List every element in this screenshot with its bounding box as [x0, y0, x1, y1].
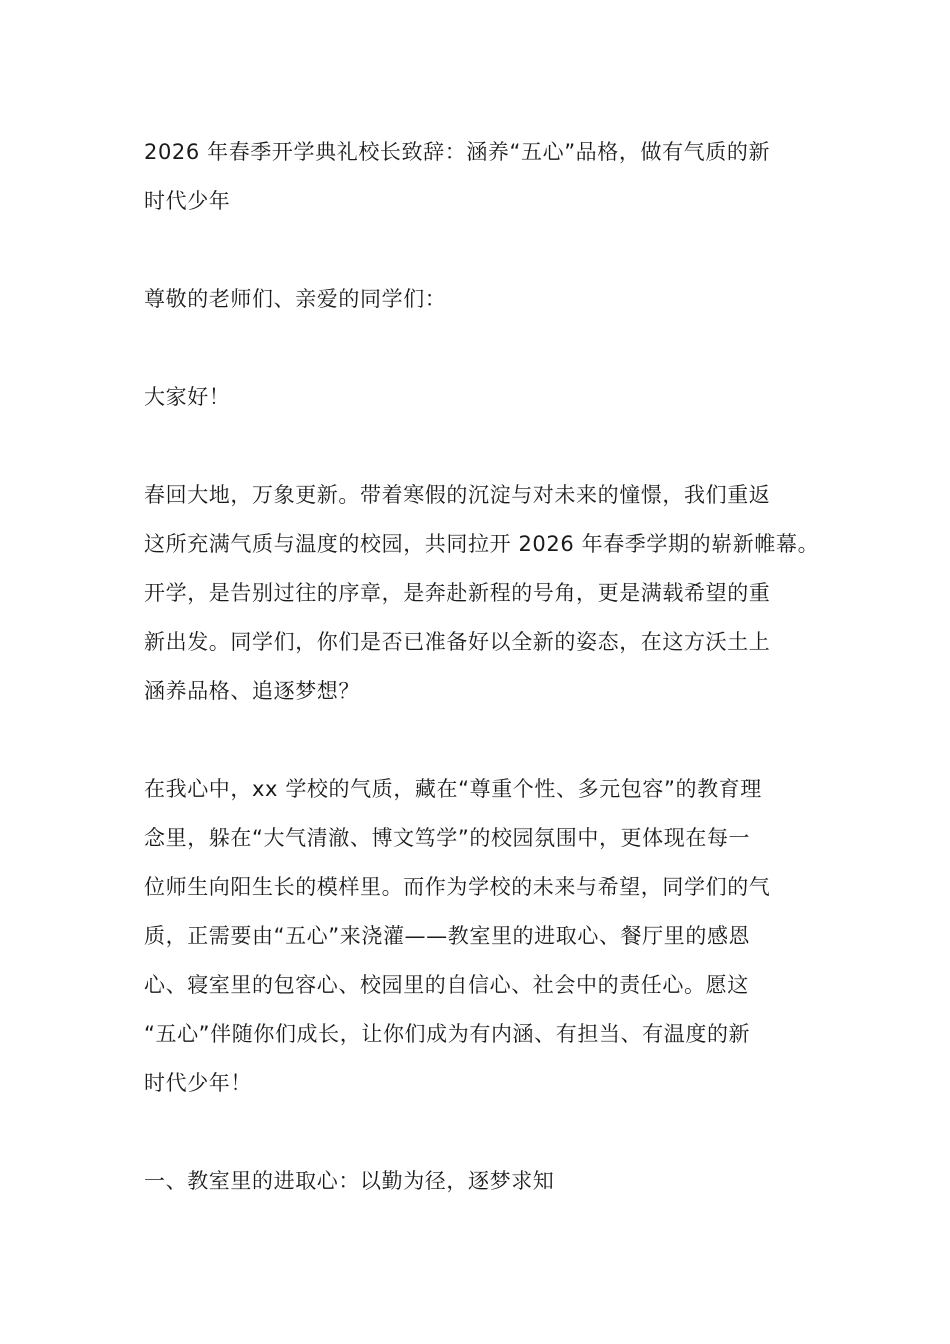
greeting: [144, 373, 824, 422]
paragraph-line: 质，正需要由“五心”来浇灌——教室里的进取心、餐厅里的感恩: [144, 924, 751, 948]
title-line-2: 时代少年: [144, 189, 231, 213]
salutation: [144, 275, 824, 324]
paragraph-line: 开学，是告别过往的序章，是奔赴新程的号角，更是满载希望的重: [144, 581, 771, 605]
paragraph-line: 涵养品格、追逐梦想？: [144, 679, 360, 703]
paragraph-line: 这所充满气质与温度的校园，共同拉开 2026 年春季学期的崭新帷幕。: [144, 532, 820, 556]
salutation-text: 尊敬的老师们、亲爱的同学们：: [144, 287, 447, 311]
paragraph-line: 心、寝室里的包容心、校园里的自信心、社会中的责任心。愿这: [144, 973, 749, 997]
paragraph-line: “五心”伴随你们成长，让你们成为有内涵、有担当、有温度的新: [144, 1022, 751, 1046]
paragraph-line: 新出发。同学们，你们是否已准备好以全新的姿态，在这方沃土上: [144, 630, 771, 654]
paragraph-line: 在我心中，xx 学校的气质，藏在“尊重个性、多元包容”的教育理: [144, 777, 762, 801]
paragraph-line: 时代少年！: [144, 1071, 252, 1095]
title-line-1: 2026 年春季开学典礼校长致辞：涵养“五心”品格，做有气质的新: [144, 140, 771, 164]
paragraph-school-character: [144, 765, 824, 1108]
paragraph-line: 位师生向阳生长的模样里。而作为学校的未来与希望，同学们的气: [144, 875, 771, 899]
greeting-text: 大家好！: [144, 385, 231, 409]
paragraph-line: 春回大地，万象更新。带着寒假的沉淀与对未来的憧憬，我们重返: [144, 483, 771, 507]
section-heading-text: 一、教室里的进取心：以勤为径，逐梦求知: [144, 1169, 555, 1193]
section-heading: [144, 1157, 824, 1206]
paragraph-opening: [144, 471, 824, 716]
document-body: [144, 128, 824, 1255]
document-title: [144, 128, 824, 226]
paragraph-line: 念里，躲在“大气清澈、博文笃学”的校园氛围中，更体现在每一: [144, 826, 751, 850]
